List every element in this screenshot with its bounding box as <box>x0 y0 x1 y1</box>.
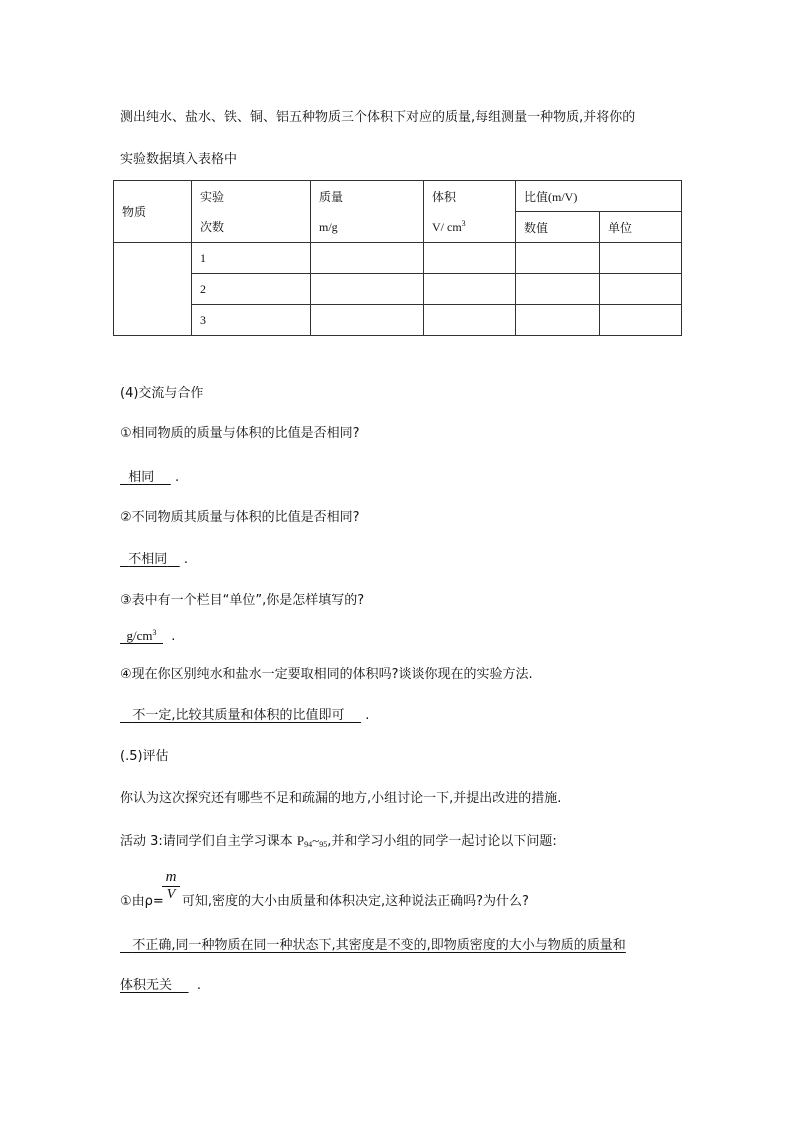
mass-cell <box>311 243 424 274</box>
volume-cell <box>424 274 516 305</box>
header-trial-line2: 次数 <box>200 219 225 234</box>
answer-1-text: 相同 <box>128 470 155 485</box>
header-volume-unit-exp: 3 <box>461 218 466 228</box>
answer-2-text: 不相同 <box>128 552 168 567</box>
activity3-answer-line-1: 不正确,同一种物质在同一种状态下,其密度是不变的,即物质密度的大小与物质的质量和 <box>132 938 626 953</box>
answer-1: 相同 . <box>120 469 179 487</box>
volume-cell <box>424 305 516 336</box>
page-reference: $P_{94}\sim_{95}$ <box>296 833 328 849</box>
volume-cell <box>424 243 516 274</box>
activity3-question: ①由ρ= 可知,密度的大小由质量和体积决定,这种说法正确吗?为什么? <box>120 894 529 909</box>
mass-cell <box>311 305 424 336</box>
section5-text: 你认为这次探究还有哪些不足和疏漏的地方,小组讨论一下,并提出改进的措施. <box>120 791 562 806</box>
header-mass-unit: m/g <box>319 219 338 234</box>
unit-cell <box>600 274 682 305</box>
question-4: ④现在你区别纯水和盐水一定要取相同的体积吗?谈谈你现在的实验方法. <box>120 667 533 682</box>
table-row <box>114 243 682 274</box>
trial-number: 1 <box>192 243 311 274</box>
trial-number: 2 <box>192 274 311 305</box>
intro-line-1: 测出纯水、盐水、铁、铜、铝五种物质三个体积下对应的质量,每组测量一种物质,并将你的 <box>120 110 636 125</box>
header-ratio <box>516 181 682 212</box>
table-row <box>114 274 682 305</box>
header-volume-line1: 体积 <box>432 189 457 204</box>
header-mass-line1: 质量 <box>319 189 344 204</box>
answer-4-text: 不一定,比较其质量和体积的比值即可 <box>132 708 345 723</box>
fraction-denominator: V <box>166 887 176 902</box>
answer-3: $g/cm^3$ . <box>120 627 175 646</box>
value-cell <box>516 274 600 305</box>
substance-cell <box>114 243 192 336</box>
question-3: ③表中有一个栏目“单位”,你是怎样填写的? <box>120 593 365 608</box>
header-volume-unit-base: V/ cm <box>432 219 462 234</box>
header-volume-unit <box>432 212 507 242</box>
header-ratio-label: 比值 <box>524 189 549 204</box>
header-trial <box>192 181 311 243</box>
question-2: ②不同物质其质量与体积的比值是否相同? <box>120 510 360 525</box>
header-mass <box>311 181 424 243</box>
table-row <box>114 305 682 336</box>
trial-number: 3 <box>192 305 311 336</box>
answer-3-text: $g/cm^3$ <box>126 628 157 643</box>
question-1: ①相同物质的质量与体积的比值是否相同? <box>120 426 360 441</box>
value-cell <box>516 305 600 336</box>
answer-2: 不相同 . <box>120 551 188 569</box>
data-table <box>113 180 682 336</box>
header-substance: 物质 <box>114 181 192 243</box>
unit-cell <box>600 243 682 274</box>
activity3-intro: 活动 3:请同学们自主学习课本 $P_{94}\sim_{95}$,并和学习小组的同学一起讨论以下问题: <box>120 833 557 849</box>
header-trial-line1: 实验 <box>200 189 225 204</box>
header-volume <box>424 181 516 243</box>
section5-heading: (.5)评估 <box>120 749 169 764</box>
section4-heading: (4)交流与合作 <box>120 386 204 401</box>
intro-line-2: 实验数据填入表格中 <box>120 152 238 167</box>
header-value: 数值 <box>516 212 600 243</box>
value-cell <box>516 243 600 274</box>
fraction-numerator: m <box>165 869 177 885</box>
unit-cell <box>600 305 682 336</box>
answer-4: 不一定,比较其质量和体积的比值即可 . <box>120 707 369 725</box>
header-unit: 单位 <box>600 212 682 243</box>
activity3-answer-line-2: 体积无关 . <box>120 978 201 993</box>
mass-cell <box>311 274 424 305</box>
header-ratio-formula: (m/V) <box>548 189 578 204</box>
